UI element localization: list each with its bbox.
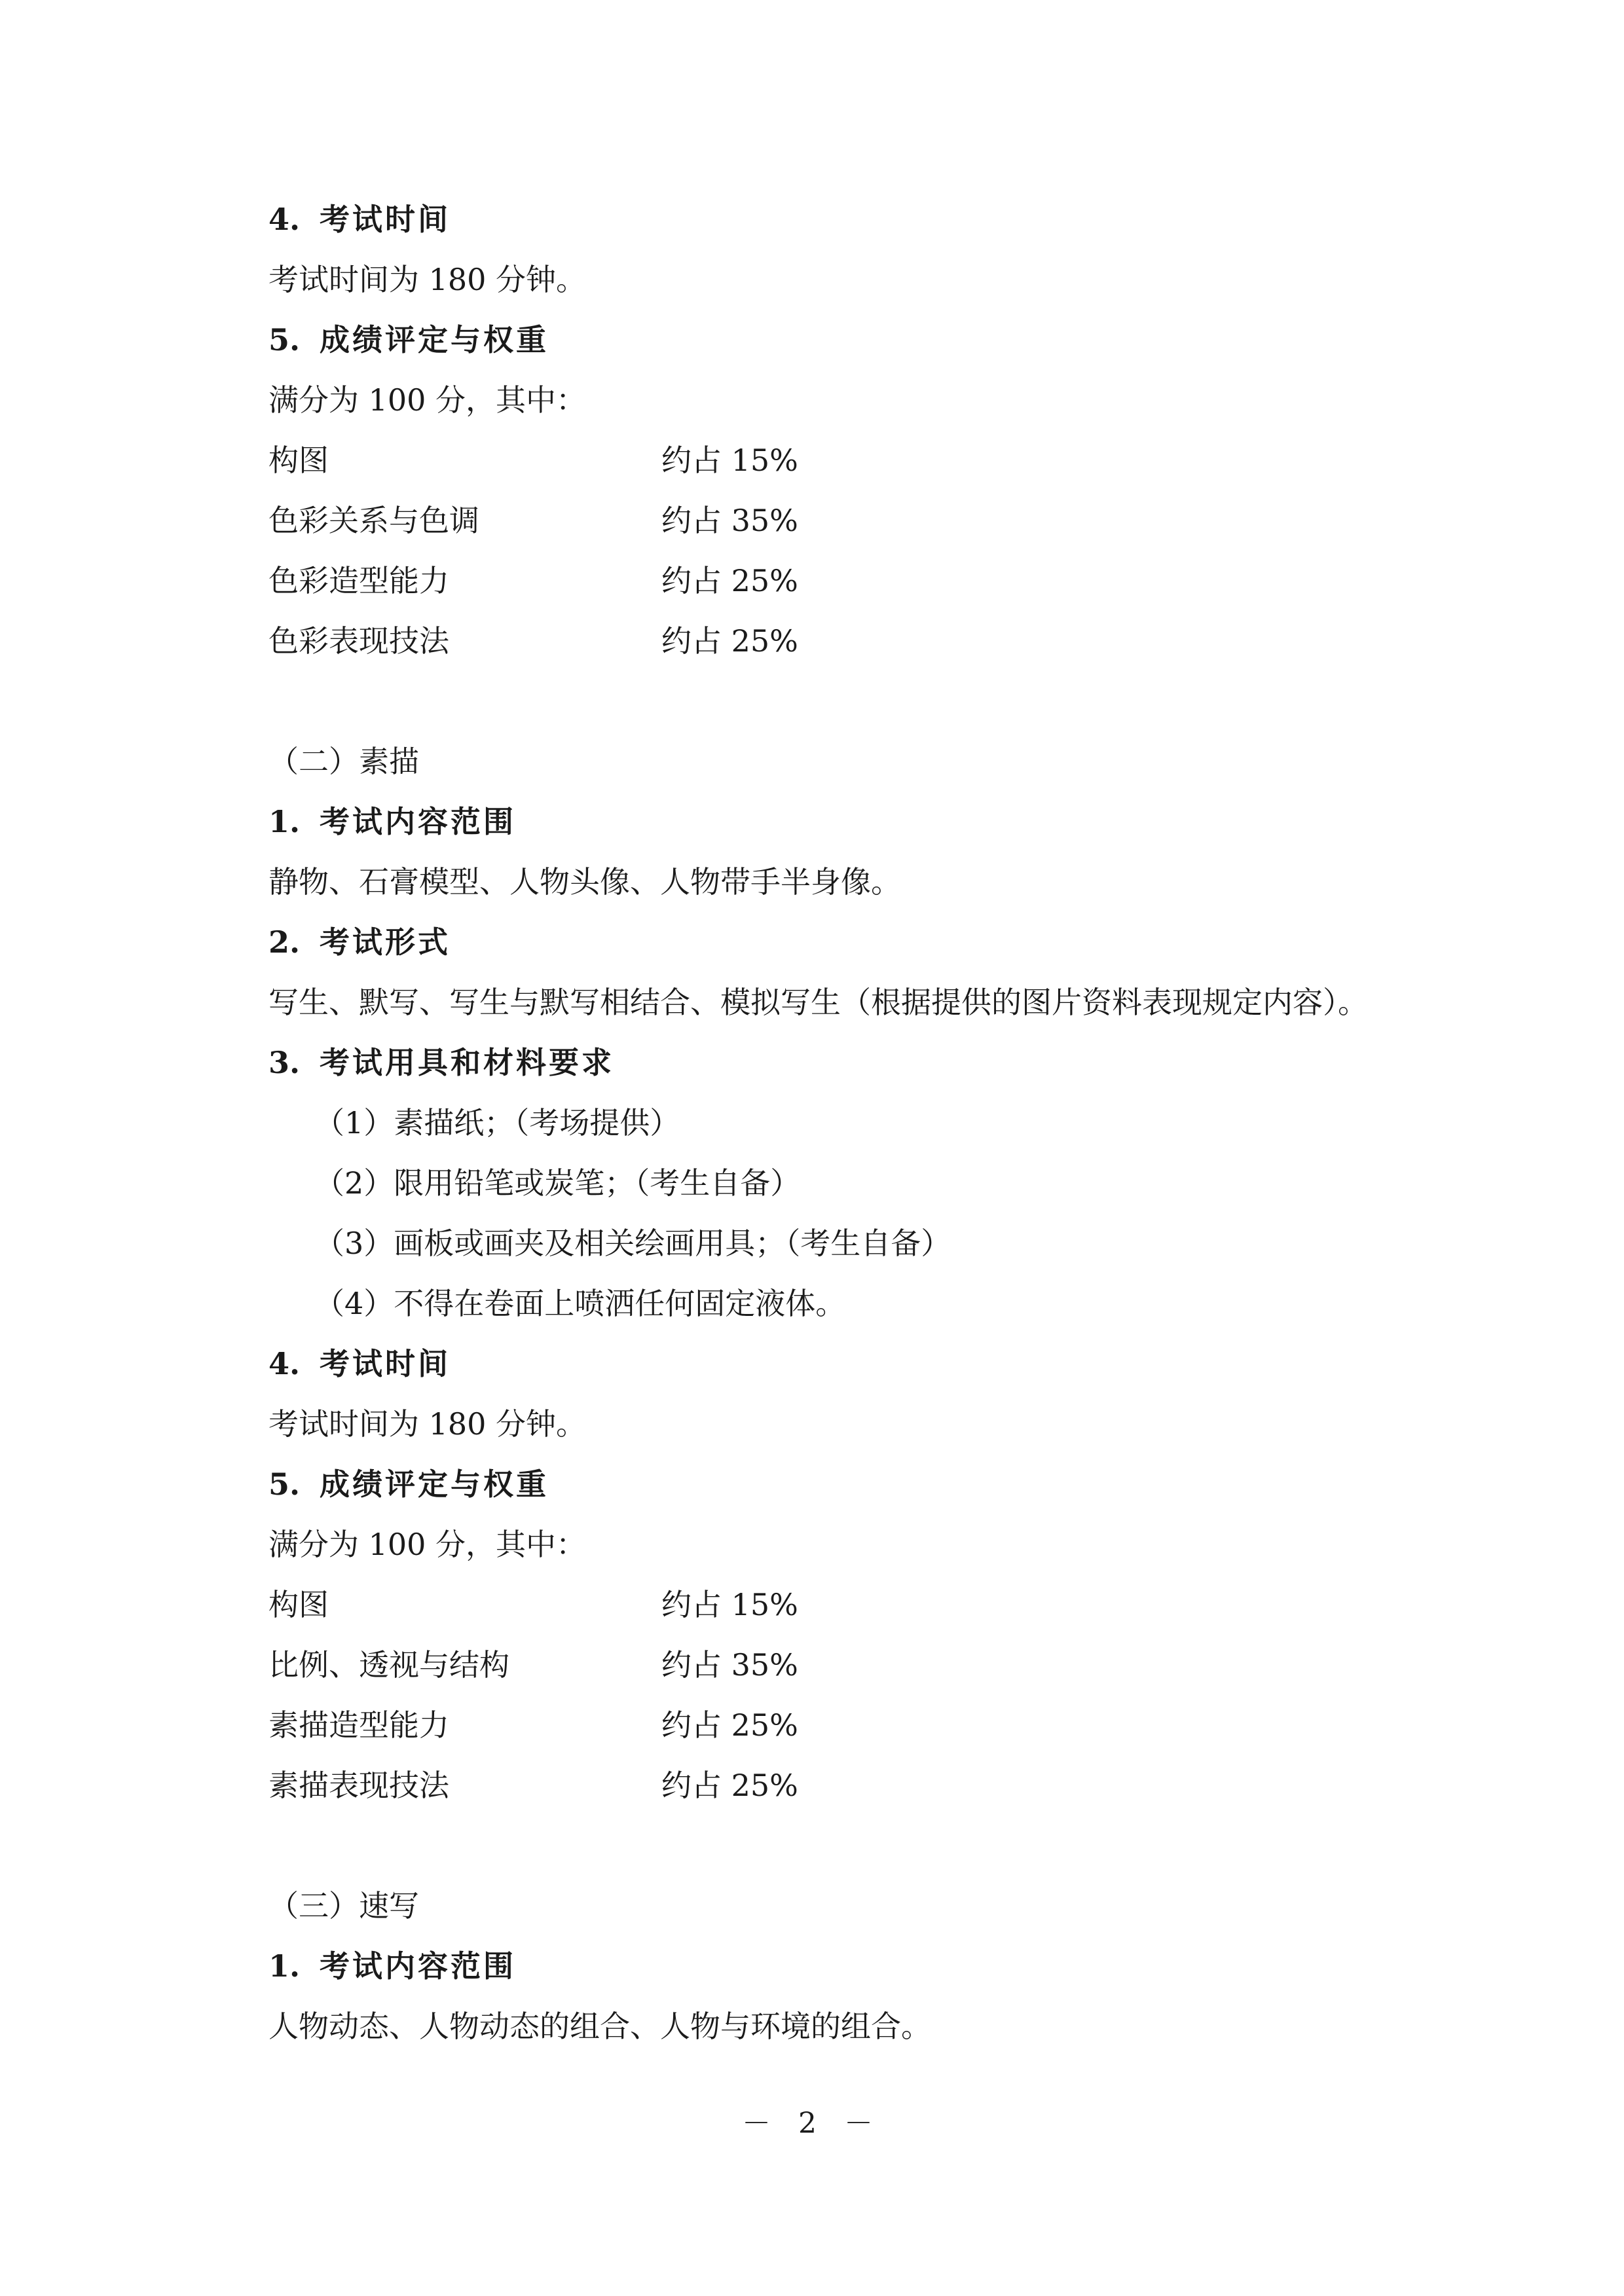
heading-text: 考试形式 — [320, 924, 451, 960]
body-text: 满分为 100 分，其中： — [268, 1527, 587, 1562]
heading-text: 考试内容范围 — [320, 1948, 516, 1984]
weight-row — [268, 1647, 1486, 1683]
weight-criterion: 构图 — [268, 443, 329, 478]
weight-criterion: 色彩造型能力 — [268, 563, 449, 598]
section-heading: （三）速写 — [268, 1888, 419, 1923]
weight-criterion: 素描造型能力 — [268, 1707, 449, 1743]
subsection-heading — [268, 804, 1486, 839]
heading-number: 3. — [268, 1045, 301, 1080]
requirement-item: （1）素描纸；（考场提供） — [314, 1105, 680, 1140]
weight-percentage: 约占 15% — [661, 1587, 798, 1622]
heading-number: 4. — [268, 202, 301, 237]
requirement-item: （4）不得在卷面上喷洒任何固定液体。 — [314, 1286, 846, 1321]
body-text: 考试时间为 180 分钟。 — [268, 1406, 587, 1442]
subsection-heading — [268, 1948, 1486, 1984]
subsection-heading — [268, 1045, 1486, 1080]
heading-text: 考试用具和材料要求 — [320, 1045, 614, 1080]
document-body — [268, 204, 1486, 2071]
weight-row — [268, 563, 1486, 598]
heading-number: 2. — [268, 924, 301, 960]
body-text: 人物动态、人物动态的组合、人物与环境的组合。 — [268, 2009, 931, 2044]
subsection-heading — [268, 322, 1486, 357]
body-text: 静物、石膏模型、人物头像、人物带手半身像。 — [268, 864, 901, 900]
heading-number: 1. — [268, 1948, 301, 1984]
weight-criterion: 构图 — [268, 1587, 329, 1622]
heading-number: 4. — [268, 1346, 301, 1381]
heading-number: 5. — [268, 322, 301, 357]
requirement-item: （3）画板或画夹及相关绘画用具；（考生自备） — [314, 1226, 951, 1261]
weight-criterion: 色彩表现技法 — [268, 623, 449, 659]
weight-row — [268, 1587, 1486, 1622]
weight-percentage: 约占 25% — [661, 563, 798, 598]
heading-text: 考试时间 — [320, 202, 451, 237]
weight-criterion: 素描表现技法 — [268, 1768, 449, 1803]
subsection-heading — [268, 924, 1486, 960]
subsection-heading — [268, 202, 1486, 237]
weight-percentage: 约占 25% — [661, 1707, 798, 1743]
weight-row — [268, 1768, 1486, 1803]
subsection-heading — [268, 1346, 1486, 1381]
heading-text: 成绩评定与权重 — [320, 1467, 549, 1502]
body-text: 考试时间为 180 分钟。 — [268, 262, 587, 297]
body-text: 满分为 100 分，其中： — [268, 382, 587, 418]
weight-percentage: 约占 35% — [661, 1647, 798, 1683]
weight-criterion: 色彩关系与色调 — [268, 503, 479, 538]
section-heading: （二）素描 — [268, 744, 419, 779]
weight-percentage: 约占 35% — [661, 503, 798, 538]
weight-row — [268, 443, 1486, 478]
requirement-item: （2）限用铅笔或炭笔；（考生自备） — [314, 1165, 801, 1201]
subsection-heading — [268, 1467, 1486, 1502]
weight-row — [268, 623, 1486, 659]
heading-text: 成绩评定与权重 — [320, 322, 549, 357]
weight-criterion: 比例、透视与结构 — [268, 1647, 509, 1683]
heading-number: 1. — [268, 804, 301, 839]
weight-percentage: 约占 25% — [661, 623, 798, 659]
weight-percentage: 约占 15% — [661, 443, 798, 478]
heading-text: 考试时间 — [320, 1346, 451, 1381]
heading-number: 5. — [268, 1467, 301, 1502]
heading-text: 考试内容范围 — [320, 804, 516, 839]
section-spacer — [268, 686, 1486, 746]
weight-row — [268, 1707, 1486, 1743]
section-spacer — [268, 1831, 1486, 1891]
weight-percentage: 约占 25% — [661, 1768, 798, 1803]
page-number: － 2 － — [742, 2107, 882, 2140]
body-text: 写生、默写、写生与默写相结合、模拟写生（根据提供的图片资料表现规定内容）。 — [268, 985, 1368, 1020]
weight-row — [268, 505, 1486, 536]
